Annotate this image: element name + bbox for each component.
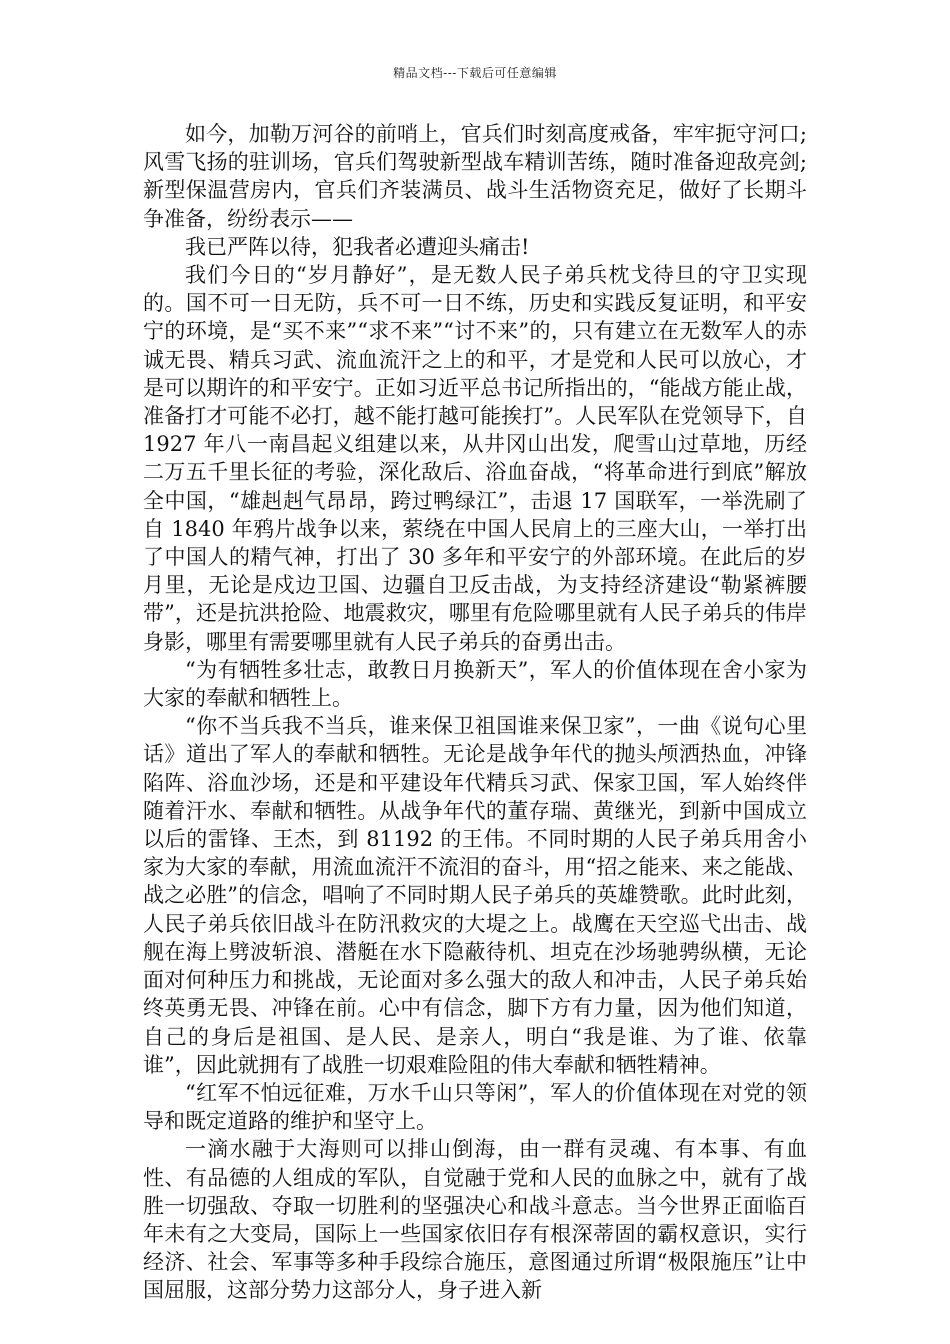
paragraph: “你不当兵我不当兵，谁来保卫祖国谁来保卫家”，一曲《说句心里话》道出了军人的奉献和牺牲。无论是战争年代的抛头颅洒热血，冲锋陷阵、浴血沙场，还是和平建设年代精兵习武、保家卫国，军人始终伴随着汗水、奉献和牺牲。从战争年代的董存瑞、黄继光，到新中国成立以后的雷锋、王杰，到 81192 的王伟。不同时期的人民子弟兵用舍小家为大家的奉献，用流血流汗不流泪的奋斗，用“招之能来、来之能战、战之必胜”的信念，唱响了不同时期人民子弟兵的英雄赞歌。此时此刻，人民子弟兵依旧战斗在防汛救灾的大堤之上。战鹰在天空巡弋出击、战舰在海上劈波斩浪、潜艇在水下隐蔽待机、坦克在沙场驰骋纵横，无论面对何种压力和挑战，无论面对多么强大的敌人和冲击，人民子弟兵始终英勇无畏、冲锋在前。心中有信念，脚下方有力量，因为他们知道，自己的身后是祖国、是人民、是亲人，明白“我是谁、为了谁、依靠谁”，因此就拥有了战胜一切艰难险阻的伟大奉献和牺牲精神。 bbox=[143, 714, 807, 1077]
paragraph: “红军不怕远征难，万水千山只等闲”，军人的价值体现在对党的领导和既定道路的维护和坚守上。 bbox=[143, 1080, 807, 1134]
paragraph: 一滴水融于大海则可以排山倒海，由一群有灵魂、有本事、有血性、有品德的人组成的军队，自觉融于党和人民的血脉之中，就有了战胜一切强敌、夺取一切胜利的坚强决心和战斗意志。当今世界正面临百年未有之大变局，国际上一些国家依旧存有根深蒂固的霸权意识，实行经济、社会、军事等多种手段综合施压，意图通过所谓“极限施压”让中国屈服，这部分势力这部分人，身子进入新 bbox=[143, 1137, 807, 1303]
paragraph: “为有牺牲多壮志，敢教日月换新天”，军人的价值体现在舍小家为大家的奉献和牺牲上。 bbox=[143, 657, 807, 711]
paragraph: 我已严阵以待，犯我者必遭迎头痛击! bbox=[185, 234, 530, 259]
article-body bbox=[143, 120, 807, 1305]
paragraph: 如今，加勒万河谷的前哨上，官兵们时刻高度戒备，牢牢扼守河口;风雪飞扬的驻训场，官兵们驾驶新型战车精训苦练，随时准备迎敌亮剑;新型保温营房内，官兵们齐装满员、战斗生活物资充足，做好了长期斗争准备，纷纷表示—— bbox=[143, 122, 807, 231]
paragraph: 我们今日的“岁月静好”，是无数人民子弟兵枕戈待旦的守卫实现的。国不可一日无防，兵不可一日不练，历史和实践反复证明，和平安宁的环境，是“买不来”“求不来”“讨不来”的，只有建立在无数军人的赤诚无畏、精兵习武、流血流汗之上的和平，才是党和人民可以放心，才是可以期许的和平安宁。正如习近平总书记所指出的，“能战方能止战，准备打才可能不必打，越不能打越可能挨打”。人民军队在党领导下，自 1927 年八一南昌起义组建以来，从井冈山出发，爬雪山过草地，历经二万五千里长征的考验，深化敌后、浴血奋战，“将革命进行到底”解放全中国，“雄赳赳气昂昂，跨过鸭绿江”，击退 17 国联军，一举洗刷了自 1840 年鸦片战争以来，萦绕在中国人民肩上的三座大山，一举打出了中国人的精气神，打出了 30 多年和平安宁的外部环境。在此后的岁月里，无论是戍边卫国、边疆自卫反击战，为支持经济建设“勒紧裤腰带”，还是抗洪抢险、地震救灾，哪里有危险哪里就有人民子弟兵的伟岸身影，哪里有需要哪里就有人民子弟兵的奋勇出击。 bbox=[143, 263, 807, 654]
page-header: 精品文档---下载后可任意编辑 bbox=[393, 66, 557, 80]
